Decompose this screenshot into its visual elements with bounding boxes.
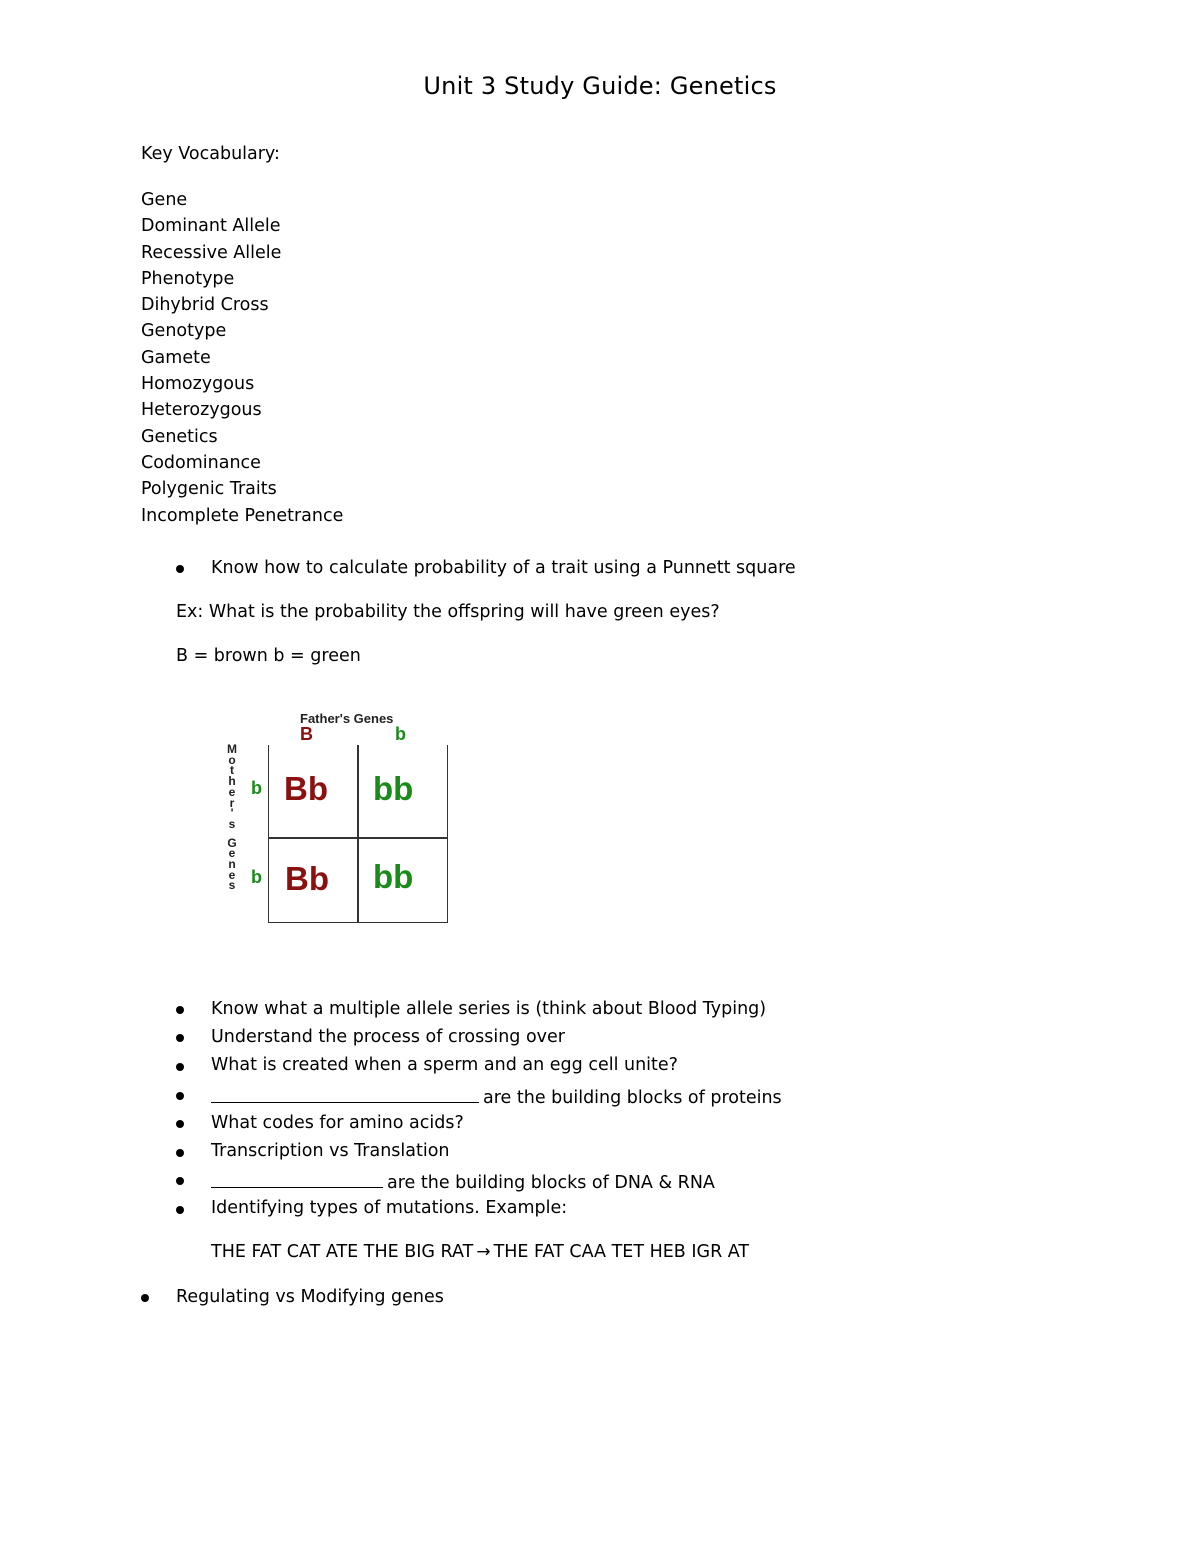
bullet-dot (176, 1149, 184, 1157)
example-question: Ex: What is the probability the offspring will have green eyes? (176, 602, 720, 622)
page-title: Unit 3 Study Guide: Genetics (423, 72, 777, 100)
vocab-item: Codominance (141, 452, 261, 473)
bullet-item: Know what a multiple allele series is (think about Blood Typing) (211, 999, 767, 1019)
vocab-item: Gene (141, 190, 188, 210)
bullet-dot (176, 1206, 184, 1214)
punnett-square (220, 710, 460, 930)
fill-in-blank[interactable] (211, 1169, 383, 1188)
vocab-item: Phenotype (141, 268, 235, 289)
bullet-dot (176, 1177, 184, 1185)
mutation-after: THE FAT CAA TET HEB IGR AT (493, 1242, 750, 1262)
vocab-item: Gamete (141, 347, 211, 368)
bullet-dot (176, 565, 184, 573)
bullet-text: are the building blocks of DNA & RNA (387, 1173, 715, 1193)
vocab-item: Genotype (141, 321, 227, 342)
bullet-dot (176, 1092, 184, 1100)
vocab-item: Heterozygous (141, 400, 262, 421)
punnett-grid (268, 745, 448, 923)
bullet-item: What is created when a sperm and an egg cell unite? (211, 1055, 678, 1075)
father-allele: b (395, 724, 406, 744)
vocabulary-list (141, 187, 343, 529)
bullet-text: are the building blocks of proteins (483, 1088, 782, 1108)
punnett-cell: Bb (285, 860, 329, 897)
punnett-cell: bb (373, 770, 414, 807)
fill-in-blank[interactable] (211, 1084, 479, 1103)
bullet-dot (176, 1063, 184, 1071)
father-genes-label: Father's Genes (300, 711, 394, 726)
mother-allele: b (251, 867, 262, 887)
bullet-dot (176, 1006, 184, 1014)
mother-genes-label: M o t h e r ' s G e n e s (227, 742, 237, 893)
vocab-item: Genetics (141, 426, 218, 447)
father-allele: B (300, 724, 313, 744)
bullet-item: What codes for amino acids? (211, 1113, 464, 1133)
bullet-dot (176, 1034, 184, 1042)
bullet-item: Transcription vs Translation (211, 1141, 450, 1161)
bullet-item (211, 1169, 715, 1193)
mutation-example (211, 1242, 749, 1262)
vocab-item: Polygenic Traits (141, 479, 277, 500)
bullet-dot (141, 1294, 149, 1302)
punnett-bullet: Know how to calculate probability of a trait using a Punnett square (211, 558, 796, 578)
key-vocabulary-heading: Key Vocabulary: (141, 144, 280, 164)
mutation-before: THE FAT CAT ATE THE BIG RAT (211, 1242, 474, 1262)
punnett-cell: Bb (284, 770, 328, 807)
bullet-item: Identifying types of mutations. Example: (211, 1198, 568, 1218)
right-arrow-icon: → (476, 1242, 491, 1262)
bullet-item: Understand the process of crossing over (211, 1027, 565, 1047)
grid-divider (269, 837, 447, 839)
vocab-item: Incomplete Penetrance (141, 505, 344, 526)
vocab-item: Dominant Allele (141, 216, 281, 237)
vocab-item: Homozygous (141, 374, 255, 395)
bullet-item (211, 1084, 782, 1108)
bullet-item: Regulating vs Modifying genes (176, 1287, 444, 1307)
grid-divider (357, 745, 359, 922)
bullet-dot (176, 1120, 184, 1128)
mother-allele: b (251, 778, 262, 798)
vocab-item: Recessive Allele (141, 242, 282, 263)
vocab-item: Dihybrid Cross (141, 295, 269, 316)
punnett-cell: bb (373, 858, 414, 895)
allele-key: B = brown b = green (176, 646, 361, 666)
